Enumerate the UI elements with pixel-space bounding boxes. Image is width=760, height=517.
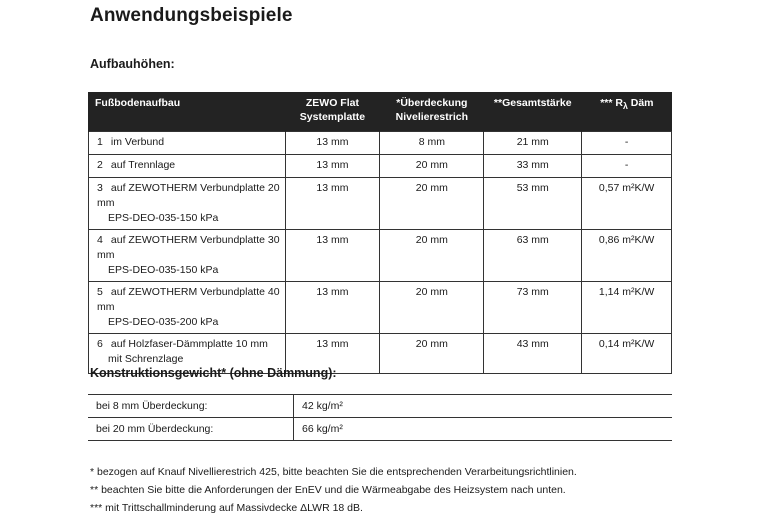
cell-plate: 13 mm xyxy=(285,282,380,334)
cell-aufbau: 4 auf ZEWOTHERM Verbundplatte 30 mm EPS-DEO-035-150 kPa xyxy=(89,230,286,282)
footnotes xyxy=(90,463,577,517)
cell-r: 0,14 m²K/W xyxy=(582,334,672,374)
table-row xyxy=(88,395,672,418)
cell-r: 1,14 m²K/W xyxy=(582,282,672,334)
cell-aufbau: 5 auf ZEWOTHERM Verbundplatte 40 mm EPS-DEO-035-200 kPa xyxy=(89,282,286,334)
cell-total: 63 mm xyxy=(484,230,582,282)
cell-total: 21 mm xyxy=(484,132,582,155)
header-r-daem: *** $R_\lambda$ Däm xyxy=(582,92,672,132)
konstruktionsgewicht-table xyxy=(88,394,672,441)
footnote: ** beachten Sie bitte die Anforderungen der EnEV und die Wärmeabgabe des Heizsystem nach unten. xyxy=(90,484,566,496)
cell-cover: 20 mm xyxy=(380,230,484,282)
table-row xyxy=(88,418,672,441)
cell-plate: 13 mm xyxy=(285,155,380,178)
table-row xyxy=(89,132,672,155)
table-row xyxy=(89,230,672,282)
cell-cover: 8 mm xyxy=(380,132,484,155)
cell-total: 43 mm xyxy=(484,334,582,374)
cell-aufbau: 2 auf Trennlage xyxy=(89,155,286,178)
cell-aufbau: 1 im Verbund xyxy=(89,132,286,155)
weight-value: 42 kg/m² xyxy=(294,395,673,418)
weight-label: bei 20 mm Überdeckung: xyxy=(88,418,294,441)
table-row xyxy=(89,282,672,334)
header-ueberdeckung: *Überdeckung Nivelierestrich xyxy=(380,92,484,132)
footnote: *** mit Trittschallminderung auf Massivdecke ΔLWR 18 dB. xyxy=(90,502,363,514)
cell-total: 33 mm xyxy=(484,155,582,178)
cell-plate: 13 mm xyxy=(285,334,380,374)
cell-cover: 20 mm xyxy=(380,334,484,374)
weight-value: 66 kg/m² xyxy=(294,418,673,441)
cell-total: 53 mm xyxy=(484,178,582,230)
header-fussbodenaufbau: Fußbodenaufbau xyxy=(89,92,286,132)
footnote: * bezogen auf Knauf Nivellierestrich 425, bitte beachten Sie die entsprechenden Verarbeitungsrichtlinien. xyxy=(90,466,577,478)
cell-total: 73 mm xyxy=(484,282,582,334)
cell-r: - xyxy=(582,132,672,155)
header-gesamtstaerke: **Gesamtstärke xyxy=(484,92,582,132)
section-heading-aufbauhoehen: Aufbauhöhen: xyxy=(90,57,175,71)
table-row xyxy=(89,155,672,178)
cell-r: 0,86 m²K/W xyxy=(582,230,672,282)
table-header-row xyxy=(89,92,672,132)
page-title: Anwendungsbeispiele xyxy=(90,5,293,26)
cell-plate: 13 mm xyxy=(285,132,380,155)
cell-r: 0,57 m²K/W xyxy=(582,178,672,230)
cell-cover: 20 mm xyxy=(380,155,484,178)
cell-cover: 20 mm xyxy=(380,282,484,334)
section-heading-konstruktionsgewicht: Konstruktionsgewicht* (ohne Dämmung): xyxy=(90,366,337,380)
cell-aufbau: 3 auf ZEWOTHERM Verbundplatte 20 mm EPS-DEO-035-150 kPa xyxy=(89,178,286,230)
cell-plate: 13 mm xyxy=(285,230,380,282)
cell-plate: 13 mm xyxy=(285,178,380,230)
cell-cover: 20 mm xyxy=(380,178,484,230)
table-row xyxy=(89,178,672,230)
aufbauhoehen-table xyxy=(88,92,672,374)
cell-aufbau: 6 auf Holzfaser-Dämmplatte 10 mm mit Schrenzlage xyxy=(89,334,286,374)
cell-r: - xyxy=(582,155,672,178)
weight-label: bei 8 mm Überdeckung: xyxy=(88,395,294,418)
header-systemplatte: ZEWO Flat Systemplatte xyxy=(285,92,380,132)
